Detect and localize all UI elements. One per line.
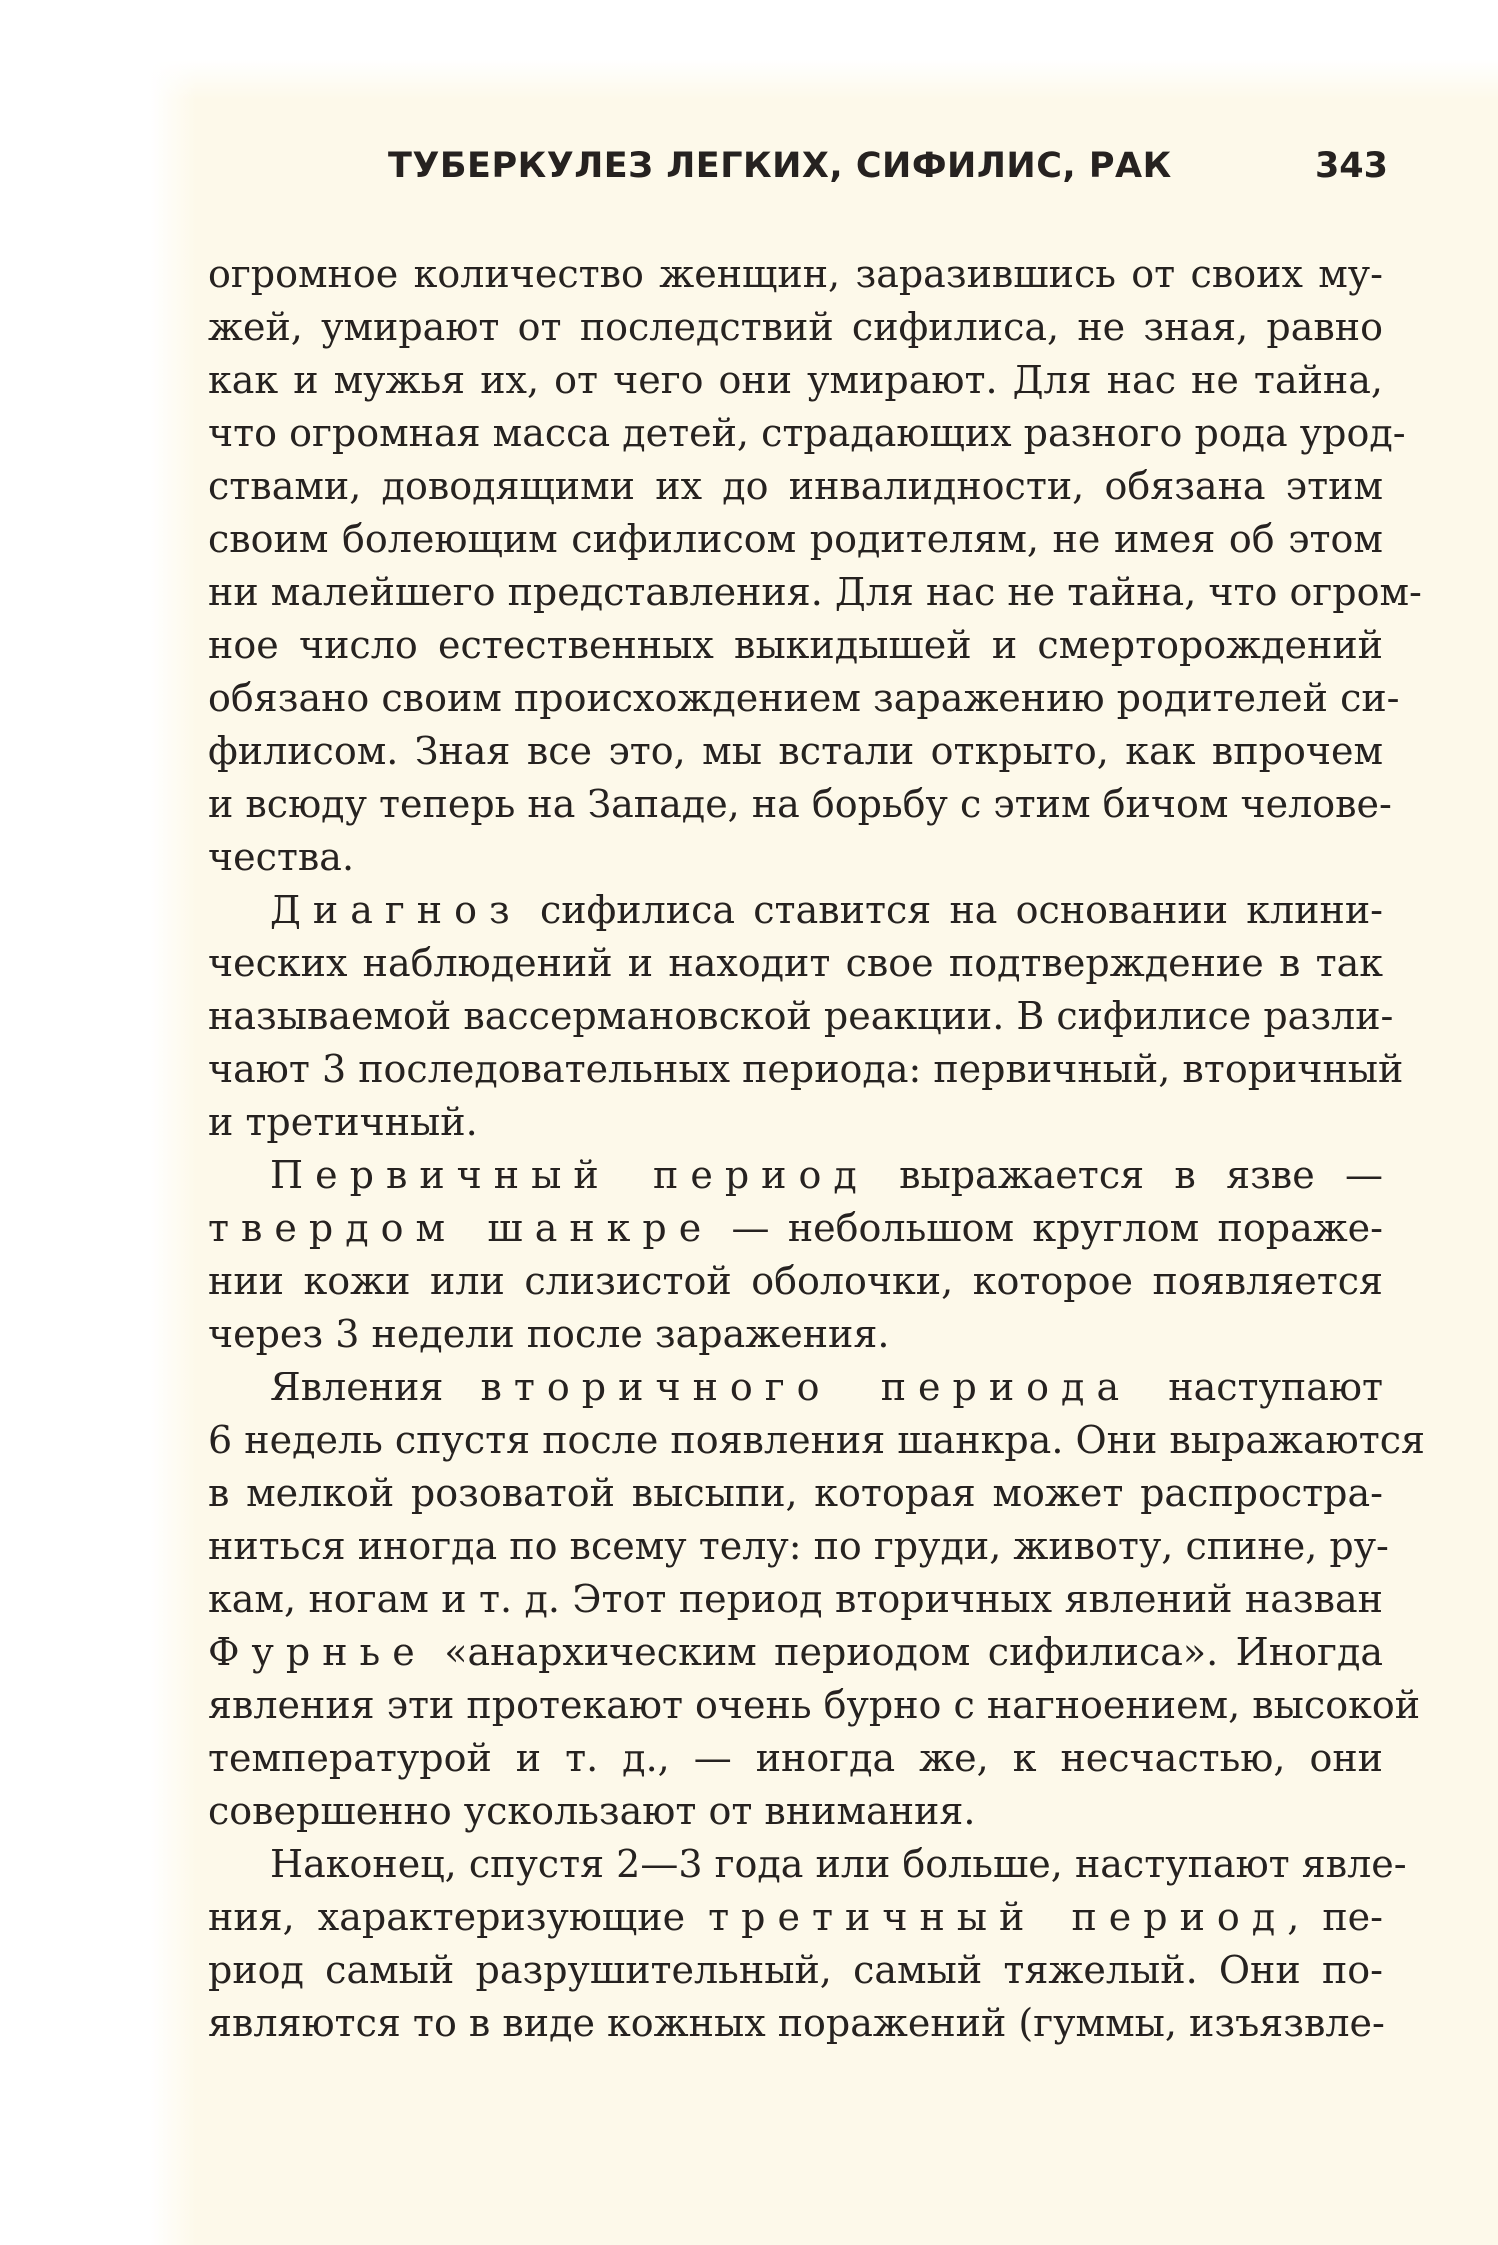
text-line: жей, умирают от последствий сифилиса, не зная, равно	[208, 305, 1383, 349]
text-line: ствами, доводящими их до инвалидности, обязана этим	[208, 464, 1383, 508]
text-line: риод самый разрушительный, самый тяжелый. Они по-	[208, 1948, 1383, 1992]
paragraph	[208, 248, 1422, 884]
spaced-term: вторичного периода	[480, 1365, 1132, 1409]
text-line: Диагноз сифилиса ставится на основании клини-	[270, 888, 1383, 932]
text-line: температурой и т. д., — иногда же, к несчастью, они	[208, 1736, 1383, 1780]
paragraph	[208, 1149, 1383, 1361]
page-number: 343	[1314, 146, 1388, 186]
text-line: ческих наблюдений и находит свое подтверждение в так	[208, 941, 1383, 985]
text-line: кам, ногам и т. д. Этот период вторичных явлений назван	[208, 1577, 1383, 1621]
text-line: 6 недель спустя после появления шанкра. Они выражаются	[208, 1418, 1425, 1462]
text-line: чают 3 последовательных периода: первичный, вторичный	[208, 1047, 1404, 1091]
text-line: ни малейшего представления. Для нас не тайна, что огром-	[208, 570, 1422, 614]
text-line: явления эти протекают очень бурно с нагноением, высокой	[208, 1683, 1421, 1727]
text-line: ния, характеризующие третичный период, пе-	[208, 1895, 1383, 1939]
text-line: Явления вторичного периода наступают	[270, 1365, 1384, 1409]
text-line: своим болеющим сифилисом родителям, не имея об этом	[208, 517, 1383, 561]
text-line: что огромная масса детей, страдающих разного рода урод-	[208, 411, 1406, 455]
text-line: и всюду теперь на Западе, на борьбу с этим бичом челове-	[208, 782, 1392, 826]
scan-margin-top	[0, 0, 1498, 100]
paragraph	[208, 1838, 1407, 2050]
text-line: нии кожи или слизистой оболочки, которое появляется	[208, 1259, 1383, 1303]
text-line: как и мужья их, от чего они умирают. Для нас не тайна,	[208, 358, 1383, 402]
text-line: и третичный.	[208, 1100, 478, 1144]
paragraph	[208, 884, 1404, 1149]
text-line: совершенно ускользают от внимания.	[208, 1789, 976, 1833]
text-line: огромное количество женщин, заразившись от своих му-	[208, 252, 1383, 296]
spaced-term: твердом шанкре	[208, 1206, 714, 1250]
text-line: в мелкой розоватой высыпи, которая может распростра-	[208, 1471, 1383, 1515]
body-text	[208, 248, 1425, 2050]
paragraph	[208, 1361, 1425, 1838]
text-line: ниться иногда по всему телу: по груди, животу, спине, ру-	[208, 1524, 1389, 1568]
text-line: ное число естественных выкидышей и смерторождений	[208, 623, 1383, 667]
spaced-term: Фурнье	[208, 1630, 427, 1674]
text-line: Наконец, спустя 2—3 года или больше, наступают явле-	[270, 1842, 1407, 1886]
text-line: Первичный период выражается в язве —	[270, 1153, 1383, 1197]
spaced-term: Диагноз	[270, 888, 522, 932]
text-line: чества.	[208, 835, 355, 879]
text-line: филисом. Зная все это, мы встали открыто, как впрочем	[208, 729, 1383, 773]
running-title: ТУБЕРКУЛЕЗ ЛЕГКИХ, СИФИЛИС, РАК	[388, 146, 1172, 186]
page-header	[208, 146, 1388, 206]
spaced-term: третичный период	[708, 1895, 1288, 1939]
text-line: через 3 недели после заражения.	[208, 1312, 890, 1356]
spaced-term: Первичный период	[270, 1153, 869, 1197]
text-line: Фурнье «анархическим периодом сифилиса». Иногда	[208, 1630, 1383, 1674]
text-line: твердом шанкре — небольшом круглом пораже-	[208, 1206, 1384, 1250]
scan-margin-left	[0, 0, 196, 2245]
text-line: обязано своим происхождением заражению родителей си-	[208, 676, 1400, 720]
text-line: называемой вассермановской реакции. В сифилисе разли-	[208, 994, 1394, 1038]
text-line: являются то в виде кожных поражений (гуммы, изъязвле-	[208, 2001, 1385, 2045]
